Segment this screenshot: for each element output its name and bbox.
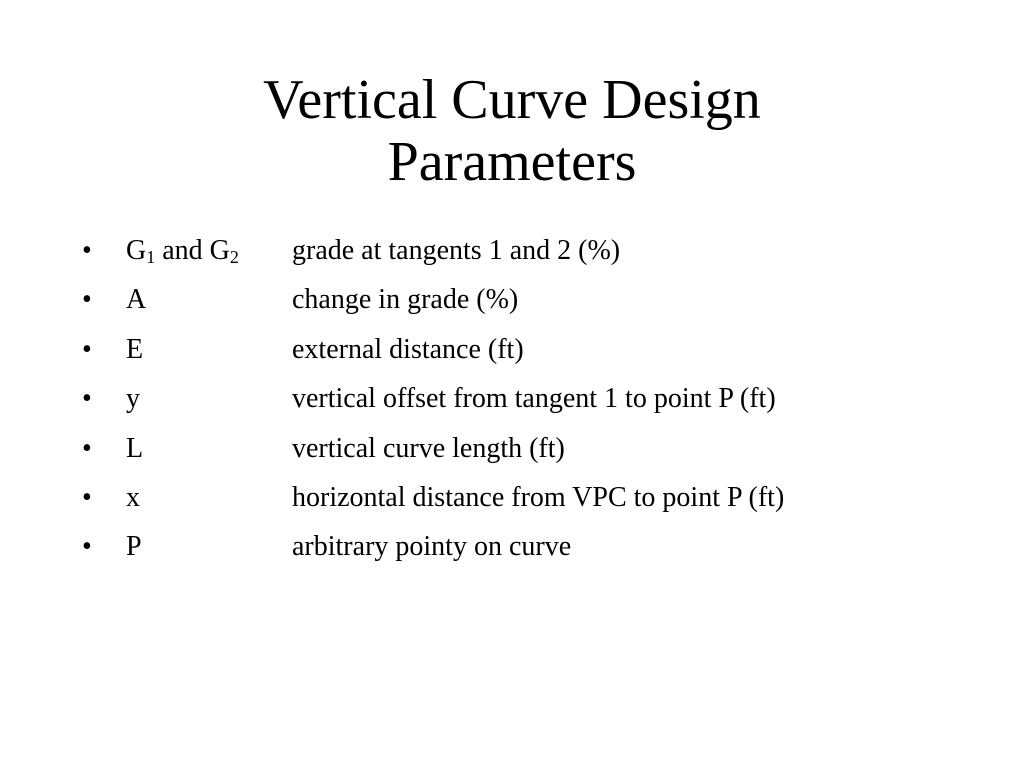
bullet-icon: • [82, 383, 92, 415]
parameter-description: horizontal distance from VPC to point P (ft) [292, 481, 785, 513]
parameter-description: vertical curve length (ft) [292, 432, 565, 464]
parameter-term: A [126, 284, 147, 316]
parameter-description: external distance (ft) [292, 333, 524, 365]
bullet-icon: • [82, 481, 92, 513]
bullet-icon: • [82, 284, 92, 316]
slide-title [0, 70, 1024, 193]
term-subscript: 1 [146, 247, 156, 267]
bullet-icon: • [82, 531, 92, 563]
title-line-2: Parameters [387, 130, 637, 193]
parameter-term: L [126, 432, 144, 464]
parameter-term: y [126, 383, 140, 415]
term-connector: and G [155, 235, 230, 266]
parameter-description: change in grade (%) [292, 284, 519, 316]
parameter-term: E [126, 333, 144, 365]
title-line-1: Vertical Curve Design [263, 69, 761, 131]
parameter-term: x [126, 481, 140, 513]
term-letter: G [126, 235, 147, 266]
parameter-term [126, 228, 239, 273]
term-subscript: 2 [229, 247, 239, 267]
parameter-description: grade at tangents 1 and 2 (%) [292, 235, 621, 266]
parameter-term: P [126, 531, 142, 563]
bullet-icon: • [82, 432, 92, 464]
parameter-description: vertical offset from tangent 1 to point P (ft) [292, 383, 776, 415]
bullet-icon: • [82, 235, 92, 266]
bullet-icon: • [82, 333, 92, 365]
parameter-description: arbitrary pointy on curve [292, 531, 572, 563]
